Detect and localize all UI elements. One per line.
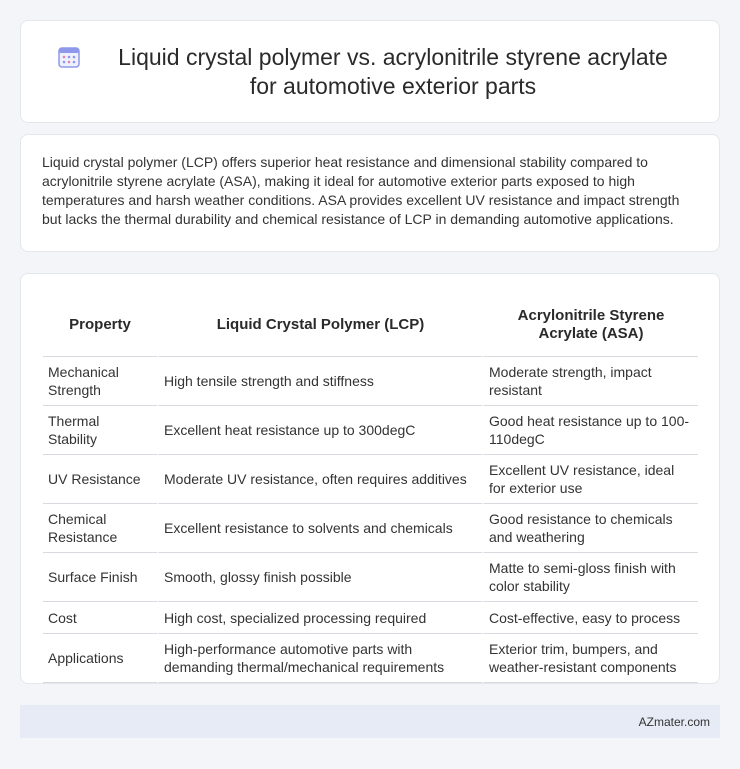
property-cell: Chemical Resistance [43, 504, 157, 553]
table-row [43, 634, 698, 683]
lcp-cell: Smooth, glossy finish possible [157, 553, 482, 602]
asa-cell: Exterior trim, bumpers, and weather-resistant components [482, 634, 698, 683]
property-cell: Surface Finish [43, 553, 157, 602]
property-cell: Cost [43, 602, 157, 634]
title-wrap [57, 43, 683, 101]
footer-bar [20, 705, 720, 738]
summary-card [20, 134, 720, 252]
property-cell: UV Resistance [43, 455, 157, 504]
table-row [43, 553, 698, 602]
column-header-property: Property [43, 294, 157, 357]
calendar-grid-icon [57, 45, 81, 69]
lcp-cell: High cost, specialized processing required [157, 602, 482, 634]
asa-cell: Moderate strength, impact resistant [482, 357, 698, 406]
property-cell: Mechanical Strength [43, 357, 157, 406]
table-row [43, 357, 698, 406]
comparison-table [43, 294, 698, 683]
table-row [43, 455, 698, 504]
lcp-cell: Moderate UV resistance, often requires additives [157, 455, 482, 504]
table-row [43, 406, 698, 455]
lcp-cell: Excellent heat resistance up to 300degC [157, 406, 482, 455]
asa-cell: Cost-effective, easy to process [482, 602, 698, 634]
table-row [43, 602, 698, 634]
lcp-cell: High tensile strength and stiffness [157, 357, 482, 406]
table-header-row [43, 294, 698, 357]
asa-cell: Good heat resistance up to 100-110degC [482, 406, 698, 455]
table-row [43, 504, 698, 553]
asa-cell: Good resistance to chemicals and weathering [482, 504, 698, 553]
asa-cell: Excellent UV resistance, ideal for exterior use [482, 455, 698, 504]
summary-text: Liquid crystal polymer (LCP) offers superior heat resistance and dimensional stability compared to acrylonitrile styrene acrylate (ASA), making it ideal for automotive exterior parts exposed to high temperatures and harsh weather conditions. ASA provides excellent UV resistance and impact strength but lacks the thermal durability and chemical resistance of LCP in demanding automotive applications. [42, 154, 680, 227]
title-card [20, 20, 720, 123]
lcp-cell: Excellent resistance to solvents and chemicals [157, 504, 482, 553]
column-header-lcp: Liquid Crystal Polymer (LCP) [157, 294, 482, 357]
property-cell: Applications [43, 634, 157, 683]
table-card [20, 273, 720, 684]
page-title: Liquid crystal polymer vs. acrylonitrile styrene acrylate for automotive exterior parts [118, 43, 668, 99]
property-cell: Thermal Stability [43, 406, 157, 455]
asa-cell: Matte to semi-gloss finish with color stability [482, 553, 698, 602]
column-header-asa: Acrylonitrile Styrene Acrylate (ASA) [482, 294, 698, 357]
footer-brand: AZmater.com [638, 714, 710, 729]
lcp-cell: High-performance automotive parts with demanding thermal/mechanical requirements [157, 634, 482, 683]
